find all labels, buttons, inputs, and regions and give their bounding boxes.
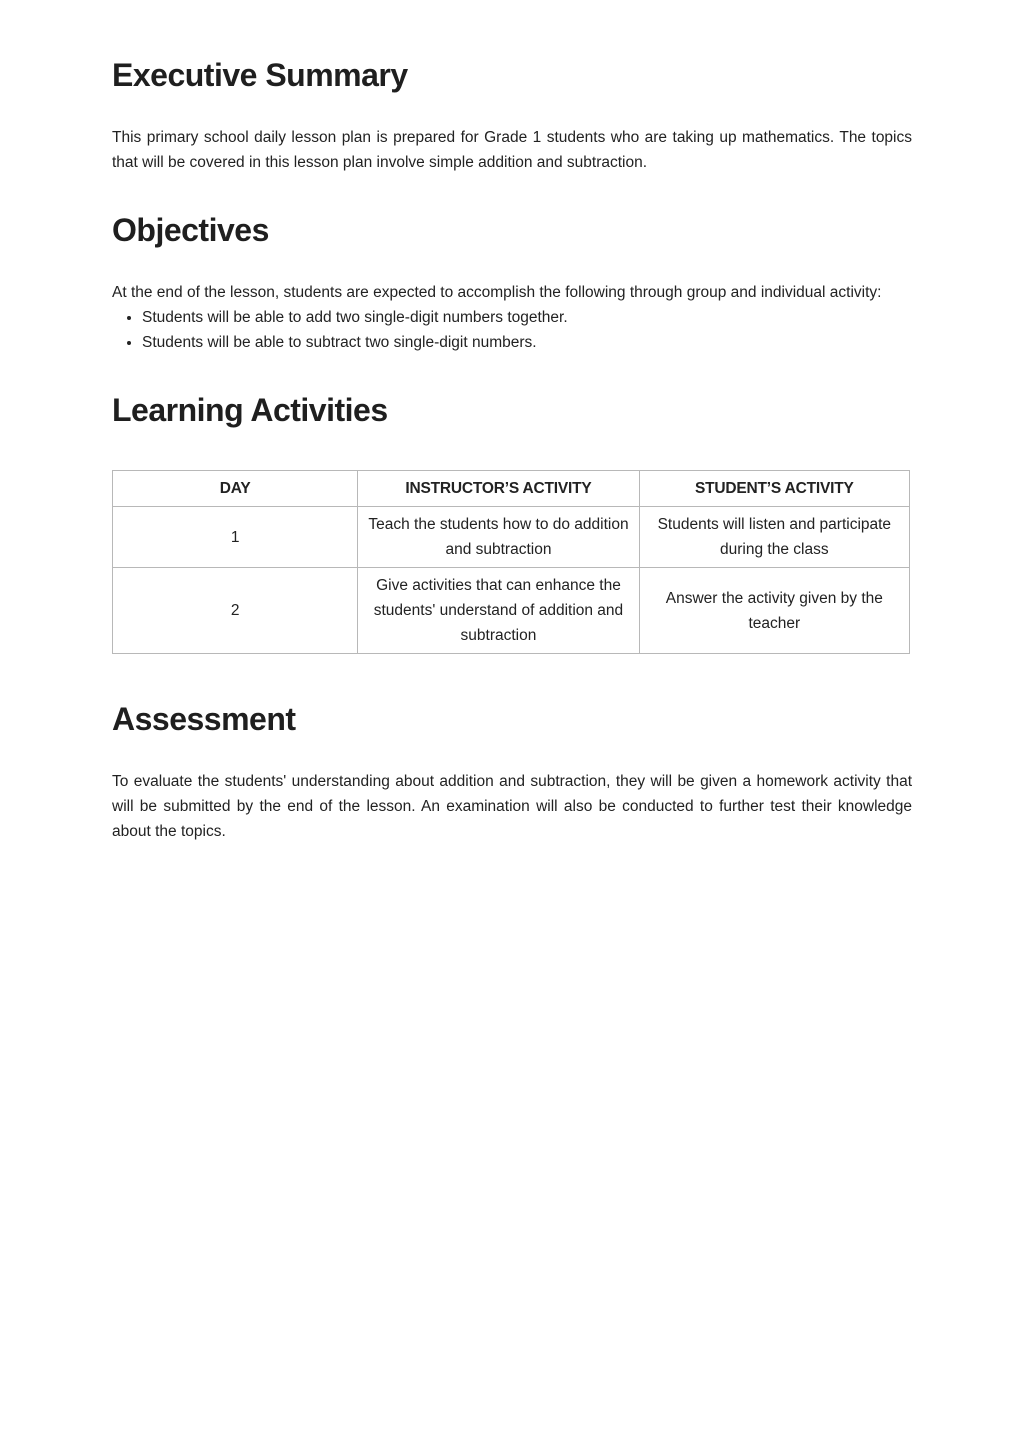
cell-student-activity: Answer the activity given by the teacher bbox=[639, 568, 909, 654]
column-header-student-activity: STUDENT’S ACTIVITY bbox=[639, 471, 909, 507]
cell-day: 2 bbox=[113, 568, 358, 654]
executive-summary-heading: Executive Summary bbox=[112, 57, 408, 93]
column-header-day: DAY bbox=[113, 471, 358, 507]
assessment-body: To evaluate the students' understanding about addition and subtraction, they will be given a homework activity that will be submitted by the end of the lesson. An examination will also be conducted to further test their knowledge about the topics. bbox=[112, 773, 912, 840]
cell-instructor-activity: Teach the students how to do addition and subtraction bbox=[358, 507, 639, 568]
cell-day: 1 bbox=[113, 507, 358, 568]
table-row bbox=[113, 568, 910, 654]
executive-summary-body: This primary school daily lesson plan is prepared for Grade 1 students who are taking up mathematics. The topics that will be covered in this lesson plan involve simple addition and subtraction. bbox=[112, 129, 912, 171]
table-header-row bbox=[113, 471, 910, 507]
list-item: • Students will be able to subtract two single-digit numbers. bbox=[142, 330, 912, 355]
objectives-heading: Objectives bbox=[112, 212, 269, 248]
list-item: • Students will be able to add two single-digit numbers together. bbox=[142, 305, 912, 330]
learning-activities-table-wrapper bbox=[112, 470, 910, 654]
cell-instructor-activity: Give activities that can enhance the students' understand of addition and subtraction bbox=[358, 568, 639, 654]
table-row bbox=[113, 507, 910, 568]
cell-student-activity: Students will listen and participate during the class bbox=[639, 507, 909, 568]
objectives-list bbox=[112, 305, 912, 355]
learning-activities-table bbox=[112, 470, 910, 654]
learning-activities-heading: Learning Activities bbox=[112, 392, 388, 428]
assessment-heading: Assessment bbox=[112, 701, 296, 737]
objectives-intro: At the end of the lesson, students are expected to accomplish the following through group and individual activity: bbox=[112, 284, 882, 301]
column-header-instructor-activity: INSTRUCTOR’S ACTIVITY bbox=[358, 471, 639, 507]
